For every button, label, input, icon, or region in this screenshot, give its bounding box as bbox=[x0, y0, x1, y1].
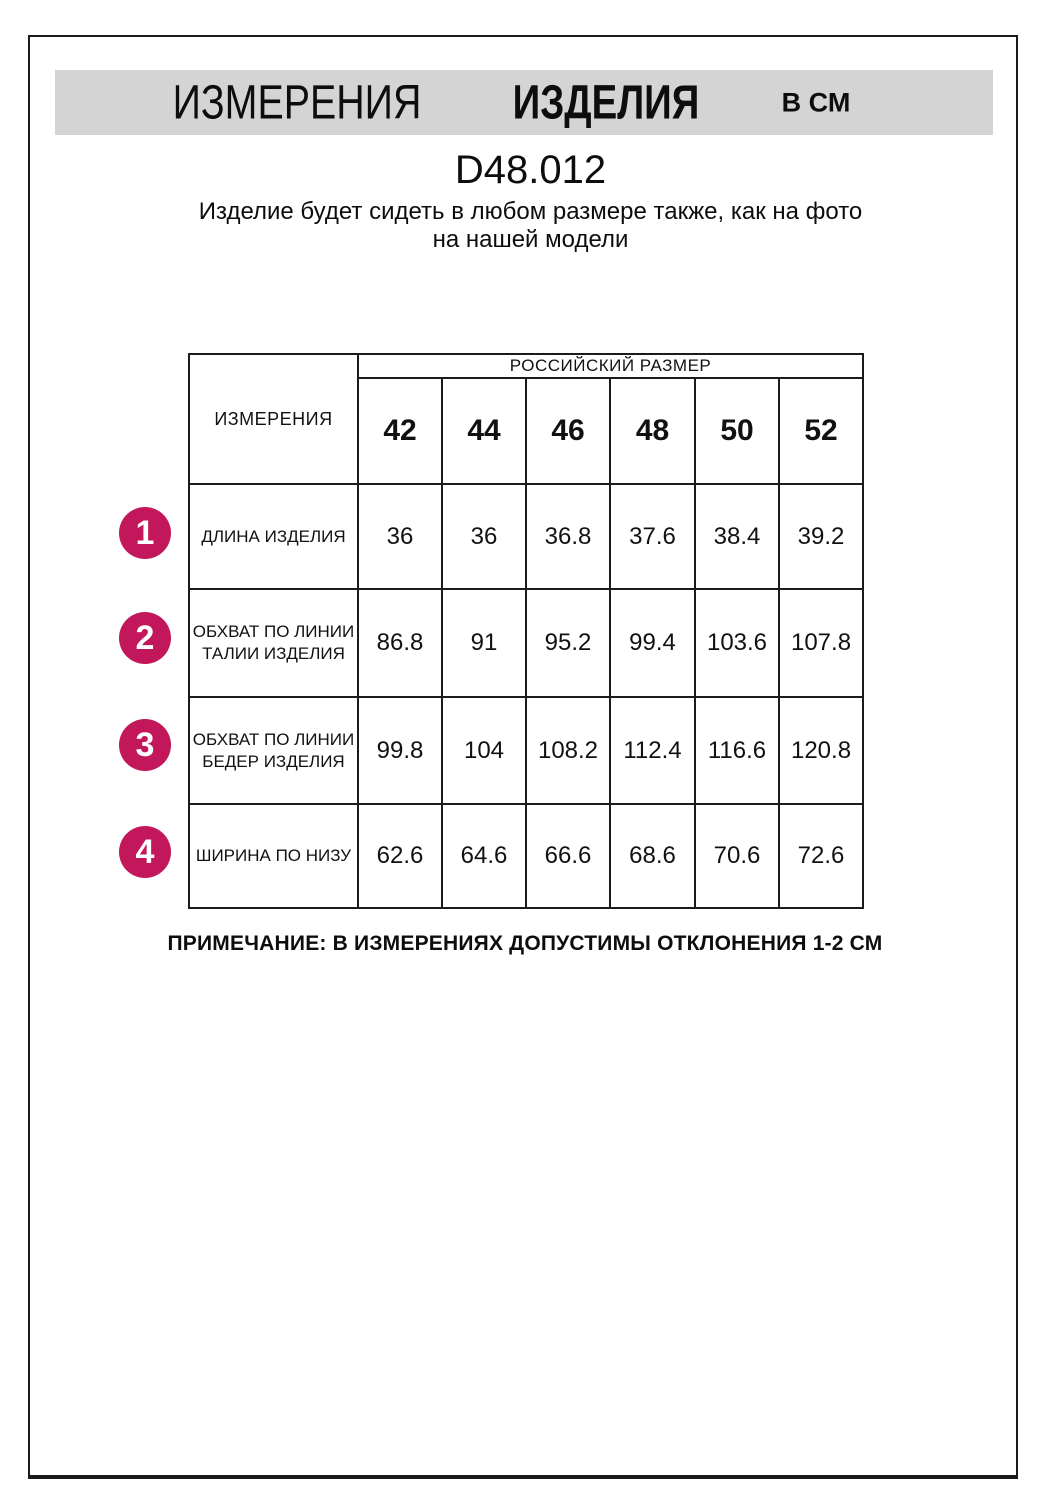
row-marker-4-number: 4 bbox=[135, 832, 155, 871]
table-corner-header: ИЗМЕРЕНИЯ bbox=[189, 354, 358, 484]
subtitle-line2: на нашей модели bbox=[432, 226, 629, 253]
value-cell: 99.4 bbox=[610, 589, 695, 697]
value-cell: 104 bbox=[442, 697, 526, 804]
value-cell: 37.6 bbox=[610, 484, 695, 589]
row-marker-3-number: 3 bbox=[135, 725, 155, 764]
size-header-cell: 52 bbox=[779, 378, 863, 484]
value-cell: 72.6 bbox=[779, 804, 863, 908]
table-span-header: РОССИЙСКИЙ РАЗМЕР bbox=[358, 354, 863, 378]
size-header-cell: 50 bbox=[695, 378, 779, 484]
table-row bbox=[189, 589, 863, 697]
size-header-cell: 48 bbox=[610, 378, 695, 484]
row-label: ШИРИНА ПО НИЗУ bbox=[189, 804, 358, 908]
value-cell: 86.8 bbox=[358, 589, 442, 697]
row-marker-3 bbox=[119, 719, 171, 771]
size-header-cell: 44 bbox=[442, 378, 526, 484]
size-header-cell: 42 bbox=[358, 378, 442, 484]
value-cell: 112.4 bbox=[610, 697, 695, 804]
row-marker-2-number: 2 bbox=[135, 618, 155, 657]
value-cell: 62.6 bbox=[358, 804, 442, 908]
value-cell: 66.6 bbox=[526, 804, 610, 908]
value-cell: 36.8 bbox=[526, 484, 610, 589]
tolerance-note: ПРИМЕЧАНИЕ: В ИЗМЕРЕНИЯХ ДОПУСТИМЫ ОТКЛОНЕНИЯ 1-2 СМ bbox=[167, 932, 883, 955]
row-marker-2 bbox=[119, 612, 171, 664]
row-label: ДЛИНА ИЗДЕЛИЯ bbox=[189, 484, 358, 589]
value-cell: 68.6 bbox=[610, 804, 695, 908]
value-cell: 95.2 bbox=[526, 589, 610, 697]
size-table bbox=[188, 353, 864, 909]
value-cell: 64.6 bbox=[442, 804, 526, 908]
size-header-cell: 46 bbox=[526, 378, 610, 484]
row-label: ОБХВАТ ПО ЛИНИИ ТАЛИИ ИЗДЕЛИЯ bbox=[189, 589, 358, 697]
value-cell: 70.6 bbox=[695, 804, 779, 908]
table-row bbox=[189, 484, 863, 589]
subtitle bbox=[0, 198, 1061, 254]
value-cell: 108.2 bbox=[526, 697, 610, 804]
row-marker-1-number: 1 bbox=[135, 513, 155, 552]
value-cell: 36 bbox=[442, 484, 526, 589]
value-cell: 120.8 bbox=[779, 697, 863, 804]
product-code: D48.012 bbox=[454, 148, 607, 192]
row-marker-4 bbox=[119, 826, 171, 878]
value-cell: 107.8 bbox=[779, 589, 863, 697]
table-row bbox=[189, 697, 863, 804]
value-cell: 116.6 bbox=[695, 697, 779, 804]
table-row bbox=[189, 804, 863, 908]
value-cell: 36 bbox=[358, 484, 442, 589]
title-product: ИЗДЕЛИЯ bbox=[512, 76, 700, 129]
value-cell: 39.2 bbox=[779, 484, 863, 589]
value-cell: 91 bbox=[442, 589, 526, 697]
title-band bbox=[55, 70, 993, 135]
title-measurements: ИЗМЕРЕНИЯ bbox=[172, 76, 422, 129]
row-marker-1 bbox=[119, 507, 171, 559]
row-label: ОБХВАТ ПО ЛИНИИ БЕДЕР ИЗДЕЛИЯ bbox=[189, 697, 358, 804]
subtitle-line1: Изделие будет сидеть в любом размере также, как на фото bbox=[198, 198, 863, 225]
value-cell: 38.4 bbox=[695, 484, 779, 589]
title-units: В СМ bbox=[781, 87, 851, 117]
value-cell: 99.8 bbox=[358, 697, 442, 804]
value-cell: 103.6 bbox=[695, 589, 779, 697]
